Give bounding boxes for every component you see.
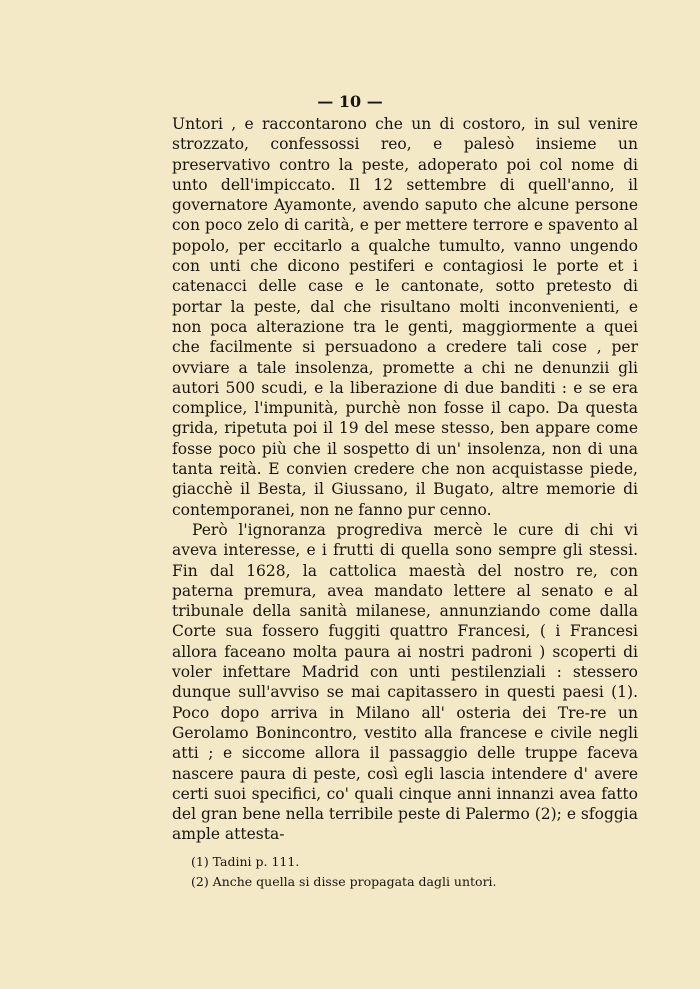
footnote: (1) Tadini p. 111. <box>191 854 300 869</box>
body-text <box>172 114 638 845</box>
page-number: — 10 — <box>317 92 383 111</box>
footnote: (2) Anche quella si disse propagata dagli untori. <box>191 874 497 889</box>
paragraph: Untori , e raccontarono che un di costoro, in sul venire strozzato, confessossi reo, e palesò insieme un preservativo contro la peste, adoperato poi col nome di unto dell'impiccato. Il 12 settembre di quell'anno, il governatore Ayamonte, avendo saputo che alcune persone con poco zelo di carità, e per mettere terrore e spavento al popolo, per eccitarlo a qualche tumulto, vanno ungendo con unti che dicono pestiferi e contagiosi le porte et i catenacci delle case e le cantonate, sotto pretesto di portar la peste, dal che risultano molti inconvenienti, e non poca alterazione tra le genti, maggiormente a quei che facilmente si persuadono a credere tali cose , per ovviare a tale insolenza, promette a chi ne denunzii gli autori 500 scudi, e la liberazione di due banditi : e se era complice, l'impunità, purchè non fosse il capo. Da questa grida, ripetuta poi il 19 del mese stesso, ben appare come fosse poco più che il sospetto di un' insolenza, non di una tanta reità. E convien credere che non acquistasse piede, giacchè il Besta, il Giussano, il Bugato, altre memorie di contemporanei, non ne fanno pur cenno. <box>172 115 638 519</box>
footnotes <box>191 852 631 892</box>
paragraph: Però l'ignoranza progrediva mercè le cure di chi vi aveva interesse, e i frutti di quella sono sempre gli stessi. Fin dal 1628, la cattolica maestà del nostro re, con paterna premura, avea mandato lettere al senato e al tribunale della sanità milanese, annunziando come dalla Corte sua fossero fuggiti quattro Francesi, ( i Francesi allora faceano molta paura ai nostri padroni ) scoperti di voler infettare Madrid con unti pestilenziali : stessero dunque sull'avviso se mai capitassero in questi paesi (1). Poco dopo arriva in Milano all' osteria dei Tre-re un Gerolamo Bonincontro, vestito alla francese e civile negli atti ; e siccome allora il passaggio delle truppe faceva nascere paura di peste, così egli lascia intendere d' avere certi suoi specifici, co' quali cinque anni innanzi avea fatto del gran bene nella terribile peste di Palermo (2); e sfoggia ample attesta- <box>172 520 638 844</box>
